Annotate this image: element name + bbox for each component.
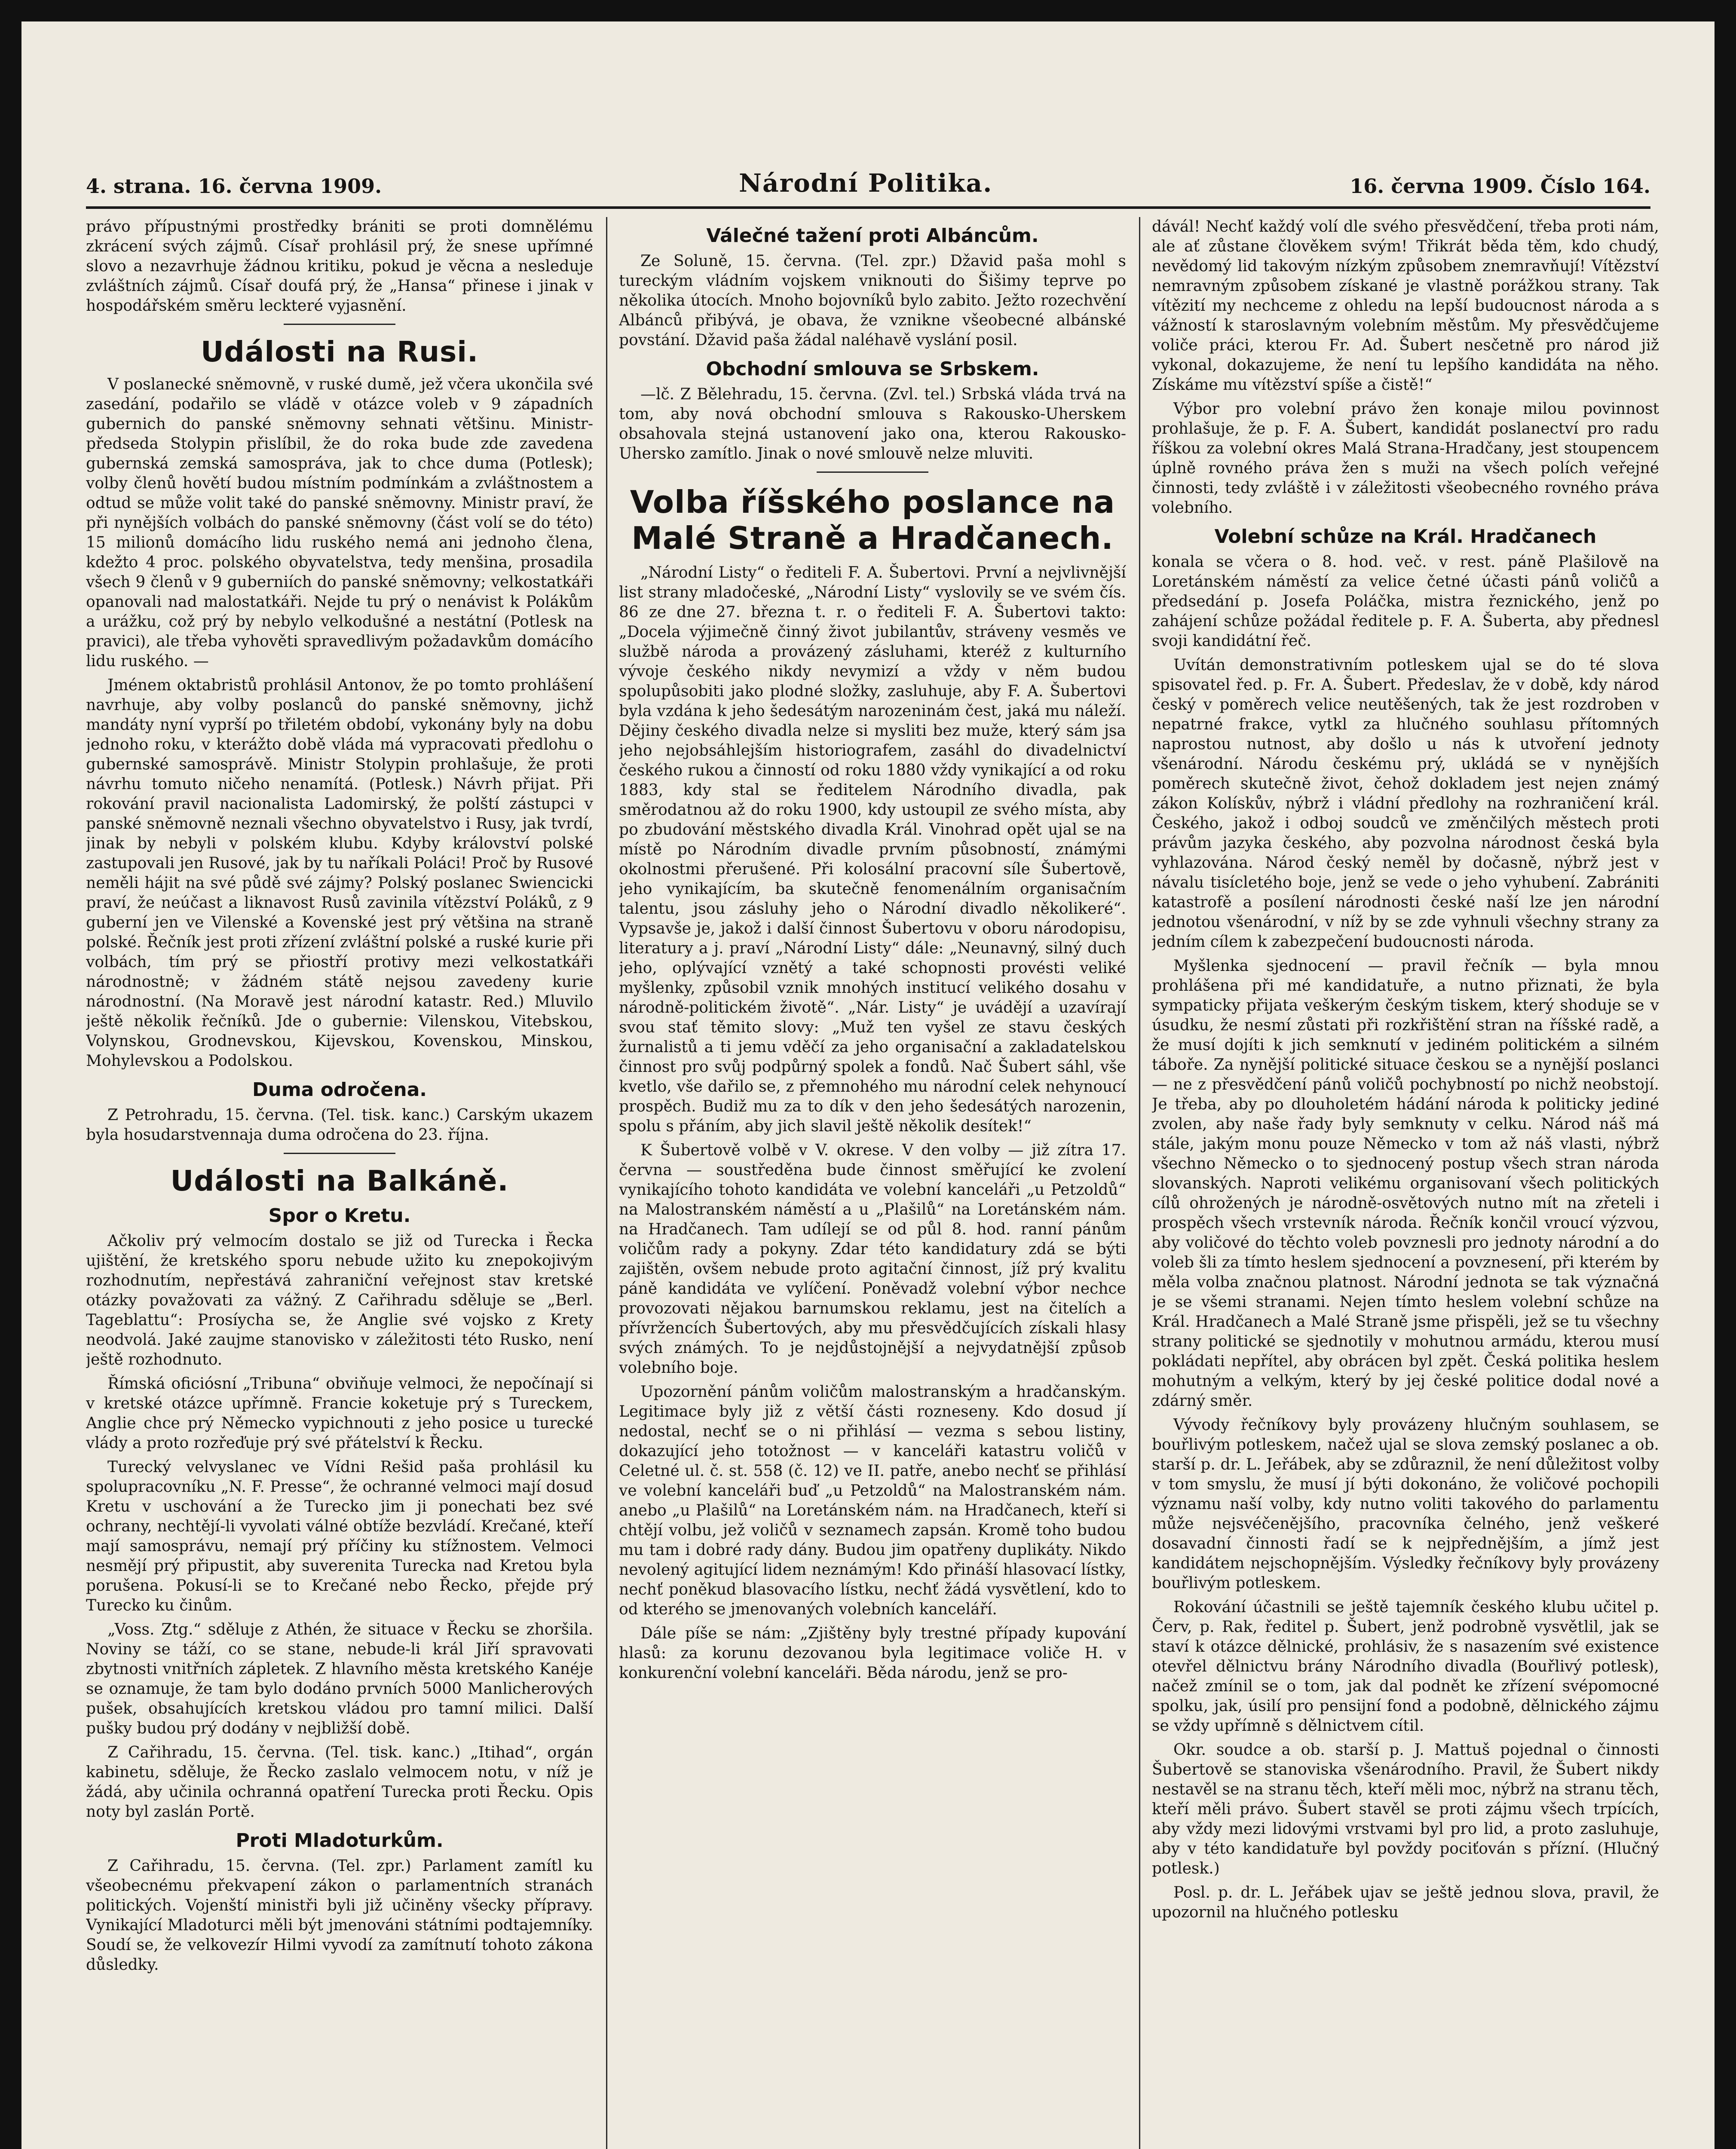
paragraph: —lč. Z Bělehradu, 15. června. (Zvl. tel.) Srbská vláda trvá na tom, aby nová obchodní smlouva s Rakousko-Uherskem obsahovala stejná ustanovení jako ona, kterou Rakousko-Uhersko zamítlo. Jinak o nové smlouvě nelze mluviti.: [619, 386, 1126, 462]
paragraph: právo přípustnými prostředky brániti se proti domnělému zkrácení svých zájmů. Císař prohlásil prý, že snese upřímné slovo a nezavrhuje žádnou kritiku, pokud je věcna a nesleduje zvláštních zájmů. Císař doufá prý, že „Hansa“ přinese i jinak v hospodářském směru leckteré vyjasnění.: [86, 218, 593, 315]
header-left: 4. strana. 16. června 1909.: [86, 174, 382, 198]
paragraph: Uvítán demonstrativním potleskem ujal se do té slova spisovatel řed. p. Fr. A. Šubert. Předeslav, že v době, kdy národ český v poměrech velice neutěšených, tak že jest rozdroben v nepatrné frakce, vytkl za hlučného souhlasu přítomných naprostou nutnost, aby došlo u nás k utvoření jednoty všenárodní. Národu českému prý, ukládá se v nynějších poměrech skutečně život, čehož dokladem jest nejen známý zákon Kolískův, nýbrž i vládní předlohy na rozhraničení král. Českého, jakož i odboj soudců ve změnčilých městech proti právům jazyka českého, aby pozvolna národnost česká byla vyhlazována. Národ český neměl by dočasně, nýbrž jest v návalu tisícletého boje, jenž se vede o jeho vyhubení. Zabrániti katastrofě a posílení národnosti české naší lze jen národní jednotou všenárodní, v níž by se zde vyhnuli všechny strany za jedním cílem k zabezpečení budoucnosti národa.: [1152, 656, 1659, 951]
section-divider: [817, 471, 928, 473]
newspaper-title: Národní Politika.: [738, 168, 993, 198]
column-divider: [1139, 217, 1140, 2149]
paragraph: Vývody řečníkovy byly provázeny hlučným souhlasem, se bouřlivým potleskem, načež ujal se slova zemský poslanec a ob. starší p. dr. L. Jeřábek, aby se zdůraznil, že není důležitost volby v tom smyslu, že musí jí býti dokonáno, že voličové pochopili významu naší volby, kdy nutno voliti takového do parlamentu může nejsvéčenějšího, pracovníka čelného, jenž veškeré dosavadní činnosti řadí se k nejpřednějším, a jímž jest kandidátem nejschopnějším. Výsledky řečníkovy byly provázeny bouřlivým potleskem.: [1152, 1416, 1659, 1592]
paragraph: Ze Soluně, 15. června. (Tel. zpr.) Džavid paša mohl s tureckým vládním vojskem vniknouti do Šišimy teprve po několika útocích. Mnoho bojovníků bylo zabito. Ježto rozechvění Albánců přibývá, je obava, že vznikne všeobecné albánské povstání. Džavid paša žádal naléhavě vyslání posil.: [619, 252, 1126, 349]
subheading: Proti Mladoturkům.: [236, 1830, 444, 1852]
section-heading: Události na Rusi.: [200, 335, 479, 368]
paragraph: „Národní Listy“ o řediteli F. A. Šubertovi. První a nejvlivnější list strany mladočeské, „Národní Listy“ vyslovily se ve svém čís. 86 ze dne 27. března t. r. o řediteli F. A. Šubertovi takto: „Docela výjimečně činný život jubilantův, stráveny vesměs ve službě národa a provázený zásluhami, kteréž z kulturního vývoje českého nikdy nevymizí a vždy v něm budou spolupůsobiti jako plodné složky, zasluhuje, aby F. A. Šubertovi byla vzdána k jeho šedesátým narozeninám čest, jaká mu náleží. Dějiny českého divadla nelze si mysliti bez muže, který sám jsa jeho nejobsáhlejším historiografem, zasáhl do divadelnictví českého rukou a činností od roku 1880 vždy vynikající a od roku 1883, kdy stal se ředitelem Národního divadla, pak směrodatnou až do roku 1900, kdy ustoupil ze svého místa, aby po zbudování městského divadla Král. Vinohrad opět ujal se na místě po Národním divadle prvním působností, známými okolnostmi přerušené. Při kolosální pracovní síle Šubertově, jeho vynikajícím, ba skutečně fenomenálním organisačním talentu, jsou zásluhy jeho o Národní divadlo několikeré“. Vypsavše je, jakož i další činnost Šubertovu v oboru národopisu, literatury a j. praví „Národní Listy“ dále: „Neunavný, silný duch jeho, oplývající vznětý a také schopnosti provésti veliké myšlenky, způsobil vznik mnohých institucí velikého dosahu v národně-politickém životě“. „Nár. Listy“ je uvádějí a uzavírají svou stať těmito slovy: „Muž ten vyšel ze stavu českých žurnalistů a ti jemu vděčí za jeho organisační a zakladatelskou činnost pro svůj podpůrný spolek a fondů. Nač Šubert sáhl, vše kvetlo, vše dařilo se, z přemnohého mu národní celek nehynoucí prospěch. Budiž mu za to dík v den jeho šedesátých narozenin, spolu s přáním, aby jich slavil ještě několik desítek!“: [619, 564, 1126, 1135]
paragraph: konala se včera o 8. hod. več. v rest. páně Plašilově na Loretánském náměstí za velice četné účasti pánů voličů a předsedání p. Josefa Poláčka, mistra řeznického, jenž po zahájení schůze požádal ředitele p. F. A. Šuberta, aby přednesl svoji kandidátní řeč.: [1152, 553, 1659, 650]
masthead-rule: [86, 206, 1650, 209]
paragraph: Římská oficiósní „Tribuna“ obviňuje velmoci, že nepočínají si v kretské otázce upřímně. Francie koketuje prý s Tureckem, Anglie chce prý Německo vypichnouti z jeho posice u turecké vlády a proto rozřeďuje prý své přátelství k Řecku.: [86, 1375, 593, 1452]
masthead: [86, 168, 1650, 198]
header-right: 16. června 1909. Číslo 164.: [1350, 174, 1650, 198]
subheading: Obchodní smlouva se Srbskem.: [706, 358, 1039, 380]
subheading: Spor o Kretu.: [268, 1205, 411, 1227]
paragraph: K Šubertově volbě v V. okrese. V den volby — již zítra 17. června — soustředěna bude činnost směřující ke zvolení vynikajícího tohoto kandidáta ve volební kanceláři „u Petzoldů“ na Malostranském náměstí a u „Plašilů“ na Loretánském nám. na Hradčanech. Tam udílejí se od půl 8. hod. ranní pánům voličům rady a pokyny. Zdar této kandidatury zdá se býti zajištěn, ovšem nebude proto agitační činnost, jíž prý kvalitu páně kandidáta ve vylíčení. Poněvadž volební výbor nechce provozovati nějakou barnumskou reklamu, jest na čitelích a přívržencích Šubertových, aby mu přesvědčujících získali hlasy svých známých. To je nejdůstojnější a nejvydatnější způsob volebního boje.: [619, 1142, 1126, 1377]
section-divider: [284, 1153, 395, 1154]
section-divider: [284, 324, 395, 325]
paragraph: Z Petrohradu, 15. června. (Tel. tisk. kanc.) Carským ukazem byla hosudarstvennaja duma odročena do 23. října.: [86, 1106, 593, 1144]
paragraph: Rokování účastnili se ještě tajemník českého klubu učitel p. Červ, p. Rak, ředitel p. Šubert, jenž podrobně vysvětlil, jak se staví k otázce dělnické, prohlásiv, že s nasazením své existence otevřel dělnictvu brány Národního divadla (Bouřlivý potlesk), načež zmínil se o tom, jak dal podnět ke zřízení svépomocné spolku, jak, úsilí pro pensijní fond a podobně, dělnického zájmu se vždy upřímně s dělnictvem cítil.: [1152, 1598, 1659, 1735]
paragraph: Myšlenka sjednocení — pravil řečník — byla mnou prohlášena při mé kandidatuře, a nutno přiznati, že byla sympaticky přijata veškerým českým tiskem, který shoduje se v úsudku, že nesmí zůstati při rozkřištění stran na říšské radě, a že musí dojíti k jich semknutí v jediném politickém a silném táboře. Za nynější politické situace českou se a nynější poslanci — ne z přesvědčení pánů voličů pochybností po nichž neobstojí. Je třeba, aby po dlouholetém hádání národa k politicky jediné zvolen, aby naše řady byly semknuty v celku. Národ náš má stále, jakým monu pouze Německo v tom až náš vlasti, nýbrž všechno Německo o to sjednocený postup všech stran národa slovanských. Naproti velikému organisovaní všech politických cílů ohrožených je národně-osvětových nutno mít na zřeteli i prospěch všech vrstevník národa. Řečník končil vroucí výzvou, aby voličové do těchto voleb povznesli pro jednoty národní a do voleb šli za tímto heslem sjednocení a povznesení, při kterém by měla volba značnou platnost. Národní jednota se tak význačná je se všemi stranami. Nejen tímto heslem volební schůze na Král. Hradčanech a Malé Straně jsme přispěli, jež se tu všechny strany politické se sjednotily v mohutnou armádu, kterou musí pokládati nepřítel, aby obrácen byl zpět. Česká politika heslem mohutným a velkým, který by jej české politice dodal nové a zdárný směr.: [1152, 957, 1659, 1410]
column-3: [1152, 217, 1659, 2149]
paragraph: Z Cařihradu, 15. června. (Tel. tisk. kanc.) „Itihad“, orgán kabinetu, sděluje, že Řecko zaslalo velmocem notu, v níž je žádá, aby učinila ochranná opatření Turecka proti Řecku. Opis noty byl zaslán Portě.: [86, 1744, 593, 1821]
paragraph: Okr. soudce a ob. starší p. J. Mattuš pojednal o činnosti Šubertově se stanoviska všenárodního. Pravil, že Šubert nikdy nestavěl se na stranu těch, kteří měli moc, nýbrž na stranu těch, kteří měli právo. Šubert stavěl se proti zájmu všech trpících, aby vždy mezi lidovými vrstvami byl pro lid, a proto zasluhuje, aby v této kandidatuře byl povždy pociťován s přízní. (Hlučný potlesk.): [1152, 1741, 1659, 1877]
paragraph: Posl. p. dr. L. Jeřábek ujav se ještě jednou slova, pravil, že upozornil na hlučného potlesku: [1152, 1884, 1659, 1921]
column-2: [619, 217, 1126, 2149]
paragraph: Ačkoliv prý velmocím dostalo se již od Turecka i Řecka ujištění, že kretského sporu nebude užito ku znepokojivým rozhodnutím, nepřestává zahraniční veřejnost stav kretské otázky považovati za vážný. Z Cařihradu sděluje se „Berl. Tageblattu“: Prosíycha se, že Anglie své vojsko z Krety neodvolá. Jaké zaujme stanovisko v záležitosti této Rusko, není ještě rozhodnuto.: [86, 1232, 593, 1368]
subheading: Volební schůze na Král. Hradčanech: [1214, 526, 1597, 548]
paragraph: V poslanecké sněmovně, v ruské dumě, jež včera ukončila své zasedání, podařilo se vládě v otázce voleb v 9 západních gubernich do panské sněmovny sehnati většinu. Ministr-předseda Stolypin přislíbil, že do roka bude zde zavedena gubernská zemská samospráva, jak to chce duma (Potlesk); volby členů hovětí budou místním podmínkám a zvláštnostem a odtud se může volit také do panské sněmovny. Ministr praví, že při nynějších volbách do panské sněmovny (část volí se do této) 15 milionů domácího lidu ruského nemá ani jednoho člena, kdežto 4 proc. polského obyvatelstva, tedy menšina, prosadila všech 9 členů v 9 guberniích do panské sněmovny; velkostatkáři opanovali nad malostatkáři. Nejde tu prý o nenávist k Polákům a urážku, což prý by nebylo velkodušné a nestátní (Potlesk na pravici), ale třeba vyhověti spravedlivým požadavkům domácího lidu ruského. —: [86, 376, 593, 670]
paragraph: Z Cařihradu, 15. června. (Tel. zpr.) Parlament zamítl ku všeobecnému překvapení zákon o parlamentních stranách politických. Vojenští ministři byli již učiněny všecky přípravy. Vynikající Mladoturci měli být jmenováni státními podtajemníky. Soudí se, že velkovezír Hilmi vyvodí za zamítnutí tohoto zákona důsledky.: [86, 1857, 593, 1974]
paragraph: Turecký velvyslanec ve Vídni Rešid paša prohlásil ku spolupracovníku „N. F. Presse“, že ochranné velmoci mají dosud Kretu v uschování a že Turecko jim ji ponechati bez své ochrany, nechtějí-li vyvolati válné obtíže bezvládí. Krečané, kteří mají samosprávu, nemají prý příčiny ku stížnostem. Velmoci nesmějí prý připustit, aby suverenita Turecka nad Kretou byla porušena. Pokusí-li se to Krečané nebo Řecko, přejde prý Turecko ku činům.: [86, 1458, 593, 1614]
subheading: Válečné tažení proti Albáncům.: [706, 225, 1039, 247]
paragraph: dávál! Nechť každý volí dle svého přesvědčení, třeba proti nám, ale ať zůstane člověkem svým! Třikrát běda těm, kdo chudý, nevědomý lid takovým nízkým způsobem znemravňují! Vítězství nemravným způsobem získané je vlastně porážkou strany. Tak vítězití my nechceme z ohledu na lepší budoucnost národa a s vážností k staroslavným volebním městům. My přesvědčujeme voliče práci, kterou Fr. Ad. Šubert nesčetně pro národ již vykonal, dokazujeme, že není tu lepšího kandidáta na něho. Získáme mu vítězství spíše a čistě!“: [1152, 218, 1659, 394]
subheading: Duma odročena.: [252, 1079, 427, 1101]
paragraph: Jménem oktabristů prohlásil Antonov, že po tomto prohlášení navrhuje, aby volby poslanců do panské sněmovny, jichž mandáty nyní vyprší po třiletém období, vykonány byly na dobu jednoho roku, v kterážto době vláda má vypracovati předlohu o gubernské samosprávě. Ministr Stolypin prohlašuje, že proti návrhu tomuto ničeho nenamítá. (Potlesk.) Návrh přijat. Při rokování pravil nacionalista Ladomirský, že polští zástupci v panské sněmovně neznali všechno obyvatelstvo i Rusy, jak tvrdí, jinak by nebyli v polském klubu. Kdyby království polské zastupovali jen Rusové, jak by tu naříkali Poláci! Proč by Rusové neměli hájit na své půdě své zájmy? Polský poslanec Swiencicki praví, že neúčast a liknavost Rusů zavinila vítězství Poláků, z 9 guberní jen ve Vilenské a Kovenské jest prý většina na straně polské. Řečník jest proti zřízení zvláštní polské a ruské kurie při volbách, tím prý se přiostří protivy mezi velkostatkáři národnostně; v žádném státě nejsou zavedeny kurie národnostní. (Na Moravě jest národní katastr. Red.) Mluvilo ještě několik řečníků. Jde o gubernie: Vilenskou, Vitebskou, Volynskou, Grodnevskou, Kijevskou, Kovenskou, Minskou, Mohylevskou a Podolskou.: [86, 677, 593, 1070]
column-divider: [606, 217, 607, 2149]
section-heading: Události na Balkáně.: [170, 1164, 509, 1197]
paragraph: Výbor pro volební právo žen konaje milou povinnost prohlašuje, že p. F. A. Šubert, kandidát poslanectví pro radu říškou za volební okres Malá Strana-Hradčany, jest stoupencem úplně rovného práva žen s muži na všech polích veřejné činnosti, tedy zvláště i v záležitosti všeobecného rovného práva volebního.: [1152, 400, 1659, 517]
paragraph: „Voss. Ztg.“ sděluje z Athén, že situace v Řecku se zhoršila. Noviny se táží, co se stane, nebude-li král Jiří spravovati zbytnosti vnitřních zápletek. Z hlavního města kretského Kanéje se oznamuje, že tam bylo dodáno prvních 5000 Manlicherových pušek, obsahujících kretskou vládou pro tamní milici. Další pušky budou prý dodány v nejbližší době.: [86, 1621, 593, 1737]
paragraph: Upozornění pánům voličům malostranským a hradčanským. Legitimace byly již z větší části rozneseny. Kdo dosud jí nedostal, nechť se o ni přihlásí — vezma s sebou listiny, dokazující jeho totožnost — v kanceláři katastru voličů v Celetné ul. č. st. 558 (č. 12) ve II. patře, anebo nechť se přihlásí ve volební kanceláři buď „u Petzoldů“ na Malostranském nám. anebo „u Plašilů“ na Loretánském nám. na Hradčanech, kteří si chtějí volbu, jež voličů v seznamech zapsán. Kromě toho budou mu tam i dobré rady dány. Budou jim opatřeny duplikáty. Nikdo nevolený agitující lidem neznámým! Kdo přináší hlasovací lístky, nechť poněkud blasovacího lístku, nechť žádá vysvětlení, kdo to od kterého se jmenovaných volebních kanceláří.: [619, 1383, 1126, 1618]
newspaper-page: [21, 21, 1715, 2149]
column-1: [86, 217, 593, 2149]
paragraph: Dále píše se nám: „Zjištěny byly trestné případy kupování hlasů: za korunu dezovanou byla legitimace voliče H. v konkurenční volební kanceláři. Běda národu, jenž se pro-: [619, 1625, 1126, 1682]
section-heading: Volba říšského poslance na Malé Straně a Hradčanech.: [630, 484, 1115, 556]
